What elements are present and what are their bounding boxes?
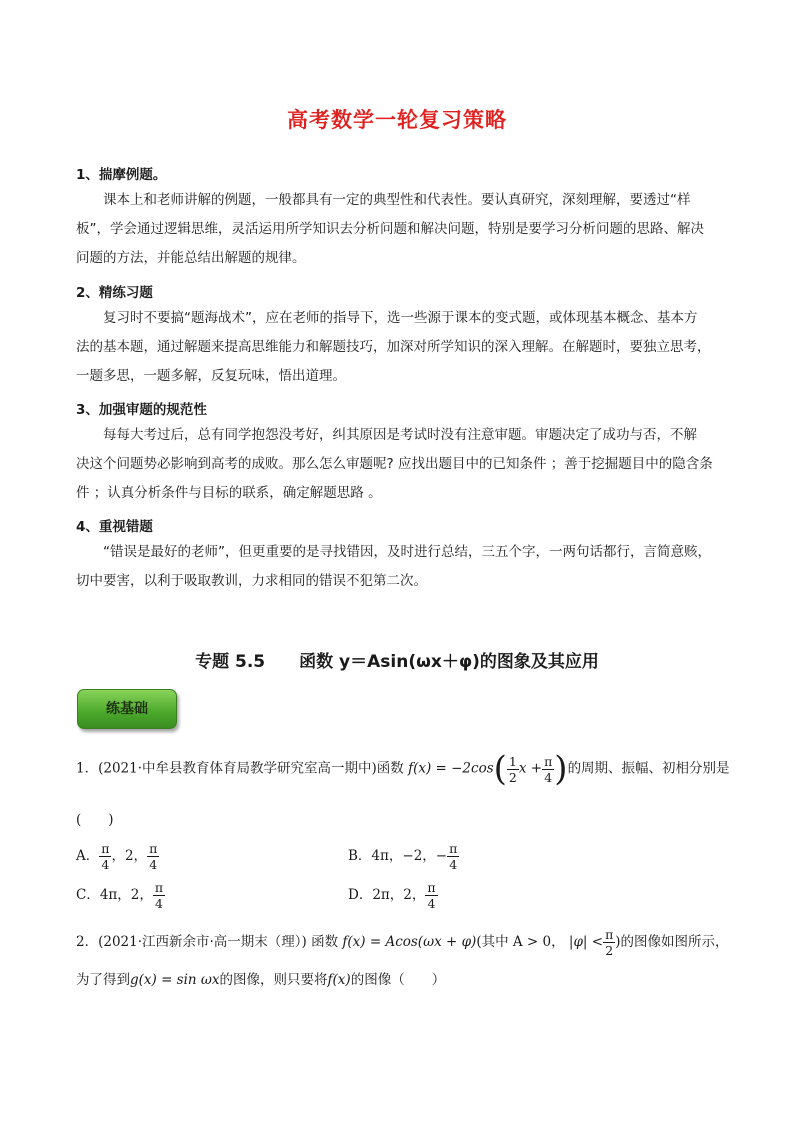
section-heading-4: 4、重视错题 [76,519,153,535]
fraction-pi-over-4 [99,841,111,872]
option-a-label: A． [76,848,100,864]
text: 为了得到 [76,972,130,988]
question-1-answer-paren: ( ) [76,812,114,828]
question-1-prefix: 1．(2021·中牟县教育体育局教学研究室高一期中)函数 [76,760,404,777]
paragraph-line: 切中要害，以利于吸取教训，力求相同的错误不犯第二次。 [76,573,427,589]
x-plus: x + [518,760,543,777]
numerator: π [427,880,436,895]
f-function: f(x) [327,972,351,988]
page-title: 高考数学一轮复习策略 [287,108,507,132]
fraction-one-half [507,754,519,785]
numerator: π [149,841,158,856]
fraction-pi-over-4 [147,841,159,872]
left-paren: ( [493,749,507,789]
paragraph-line: 一题多思，一题多解，反复玩味，悟出道理。 [76,368,346,384]
paragraph-line: 课本上和老师讲解的例题，一般都具有一定的典型性和代表性。要认真研究，深刻理解，要透过“样 [103,192,691,208]
right-paren: ) [554,749,568,789]
paragraph-line: “错误是最好的老师”，但更重要的是寻找错因，及时进行总结，三五个字，一两句话都行，言简意赅， [103,544,711,560]
fraction-pi-over-4 [447,841,459,872]
option-b-text: B．4π，−2，− [348,848,448,864]
question-2-condition-end: )的图像如图所示， [615,934,729,950]
paragraph-line: 复习时不要搞“题海战术”，应在老师的指导下，选一些源于课本的变式题，或体现基本概念、基本方 [103,310,698,326]
section-heading-3: 3、加强审题的规范性 [76,402,207,418]
paragraph-line: 问题的方法，并能总结出解题的规律。 [76,250,306,266]
denominator: 4 [427,896,436,911]
numerator: 1 [508,753,517,769]
paragraph-line: 法的基本题，通过解题来提高思维能力和解题技巧，加深对所学知识的深入理解。在解题时，要独立思考， [76,339,711,355]
option-a-text: ，2， [111,848,148,864]
numerator: π [101,841,110,856]
topic-heading: 专题 5.5 函数 y＝Asin(ωx＋φ)的图象及其应用 [195,652,599,672]
numerator: π [449,841,458,856]
denominator: 4 [149,857,158,872]
section-paragraph-2 [76,304,724,391]
text: 的图像（ ） [350,972,446,988]
paragraph-line: 板”，学会通过逻辑思维，灵活运用所学知识去分析问题和解决问题，特别是要学习分析问题的思路、解决 [76,221,704,237]
option-d[interactable] [348,880,438,911]
g-function: g(x) = sin ωx [130,972,220,988]
denominator: 2 [508,769,517,785]
option-d-text: D．2π，2， [348,887,426,903]
paragraph-line: 每每大考过后，总有同学抱怨没考好，纠其原因是考试时没有注意审题。审题决定了成功与否，不解 [103,427,697,443]
practice-basics-badge: 练基础 [77,689,177,729]
denominator: 4 [449,857,458,872]
fraction-pi-over-4 [542,754,554,785]
denominator: 4 [544,769,553,785]
section-heading-1: 1、揣摩例题。 [76,167,167,183]
denominator: 2 [605,943,614,958]
numerator: π [544,753,553,769]
question-1 [76,749,730,789]
option-c-text: C．4π，2， [76,887,153,903]
denominator: 4 [155,896,163,911]
denominator: 4 [101,857,110,872]
question-2-line-2 [76,968,445,988]
numerator: π [605,927,614,942]
section-heading-2: 2、精练习题 [76,285,153,301]
question-1-function: f(x) = −2cos [408,760,494,777]
paragraph-line: 件 ；认真分析条件与目标的联系，确定解题思路 。 [76,485,382,501]
paragraph-line: 决这个问题势必影响到高考的成败。那么怎么审题呢? 应找出题目中的已知条件 ；善于挖掘题目中的隐含条 [76,456,713,472]
question-2-prefix: 2．(2021·江西新余市·高一期末（理）) 函数 [76,934,339,950]
section-paragraph-1 [76,186,724,273]
question-2-condition: (其中 A > 0， [476,934,565,950]
question-1-suffix: 的周期、振幅、初相分别是 [567,760,730,777]
abs-phi: |φ| < [568,934,604,950]
numerator: π [154,880,164,895]
text: 的图像，则只要将 [219,972,328,988]
fraction-pi-over-4 [153,880,165,911]
option-c[interactable] [76,880,165,911]
option-b[interactable] [348,841,459,872]
fraction-pi-over-2 [603,927,615,958]
question-2 [76,927,729,958]
section-paragraph-4 [76,538,724,596]
question-2-function: f(x) = Acos(ωx + φ) [342,934,477,950]
option-a[interactable] [76,841,159,872]
section-paragraph-3 [76,421,724,508]
fraction-pi-over-4 [425,880,437,911]
